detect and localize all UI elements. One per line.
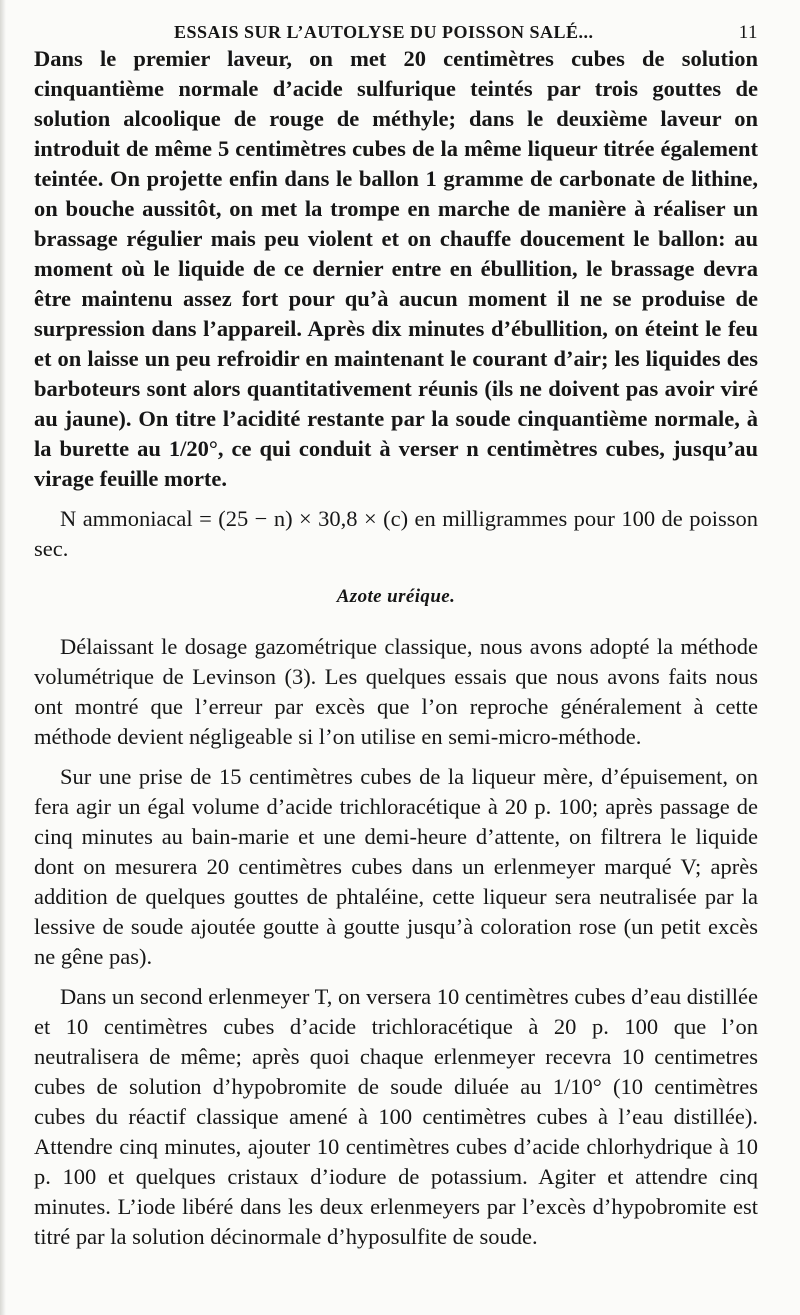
running-head: [34, 18, 758, 44]
document-page: [34, 18, 758, 1252]
paragraph-sample-preparation: Sur une prise de 15 centimètres cubes de la liqueur mère, d’épuisement, on fera agir un égal volume d’acide trichloracétique à 20 p. 100; après passage de cinq minutes au bain-marie et une demi-heure d’attente, on filtrera le liquide dont on mesurera 20 centimètres cubes dans un erlenmeyer marqué V; après addition de quelques gouttes de phtaléine, cette liqueur sera neutralisée par la lessive de soude ajoutée goutte à goutte jusqu’à coloration rose (un petit excès ne gêne pas).: [34, 764, 758, 969]
paragraph-levinson-method: Délaissant le dosage gazométrique classique, nous avons adopté la méthode volumétrique de Levinson (3). Les quelques essais que nous avons faits nous ont montré que l’erreur par excès que l’on reproche généralement à cette méthode devient négligeable si l’on utilise en semi-micro-méthode.: [34, 634, 758, 749]
section-title-urea-nitrogen: Azote uréique.: [336, 586, 456, 607]
paragraph-ammonia-procedure: Dans le premier laveur, on met 20 centimètres cubes de solution cinquantième normale d’acide sulfurique teintés par trois gouttes de solution alcoolique de rouge de méthyle; dans le deuxième laveur on introduit de même 5 centimètres cubes de la même liqueur titrée également teintée. On projette enfin dans le ballon 1 gramme de carbonate de lithine, on bouche aussitôt, on met la trompe en marche de manière à réaliser un brassage régulier mais peu violent et on chauffe doucement le ballon: au moment où le liquide de ce dernier entre en ébullition, le brassage devra être maintenu assez fort pour qu’à aucun moment il ne se produise de surpression dans l’appareil. Après dix minutes d’ébullition, on éteint le feu et on laisse un peu refroidir en maintenant le courant d’air; les liquides des barboteurs sont alors quantitativement réunis (ils ne doivent pas avoir viré au jaune). On titre l’acidité restante par la soude cinquantième normale, à la burette au 1/20°, ce qui conduit à verser n centimètres cubes, jusqu’au virage feuille morte.: [34, 46, 758, 491]
page-number: 11: [738, 22, 758, 43]
formula-ammoniacal-nitrogen: N ammoniacal = (25 − n) × 30,8 × (c) en milligrammes pour 100 de poisson sec.: [34, 506, 758, 561]
page-edge-shadow: [0, 0, 6, 1315]
running-head-title: ESSAIS SUR L’AUTOLYSE DU POISSON SALÉ...: [174, 22, 594, 42]
paragraph-hypobromite-titration: Dans un second erlenmeyer T, on versera 10 centimètres cubes d’eau distillée et 10 centimètres cubes d’acide trichloracétique à 20 p. 100 que l’on neutralisera de même; après quoi chaque erlenmeyer recevra 10 centimetres cubes de solution d’hypobromite de soude diluée au 1/10° (10 centimètres cubes du réactif classique amené à 100 centimètres cubes à l’eau distillée). Attendre cinq minutes, ajouter 10 centimètres cubes d’acide chlorhydrique à 10 p. 100 et quelques cristaux d’iodure de potassium. Agiter et attendre cinq minutes. L’iode libéré dans les deux erlenmeyers par l’excès d’hypobromite est titré par la solution décinormale d’hyposulfite de soude.: [34, 984, 758, 1249]
